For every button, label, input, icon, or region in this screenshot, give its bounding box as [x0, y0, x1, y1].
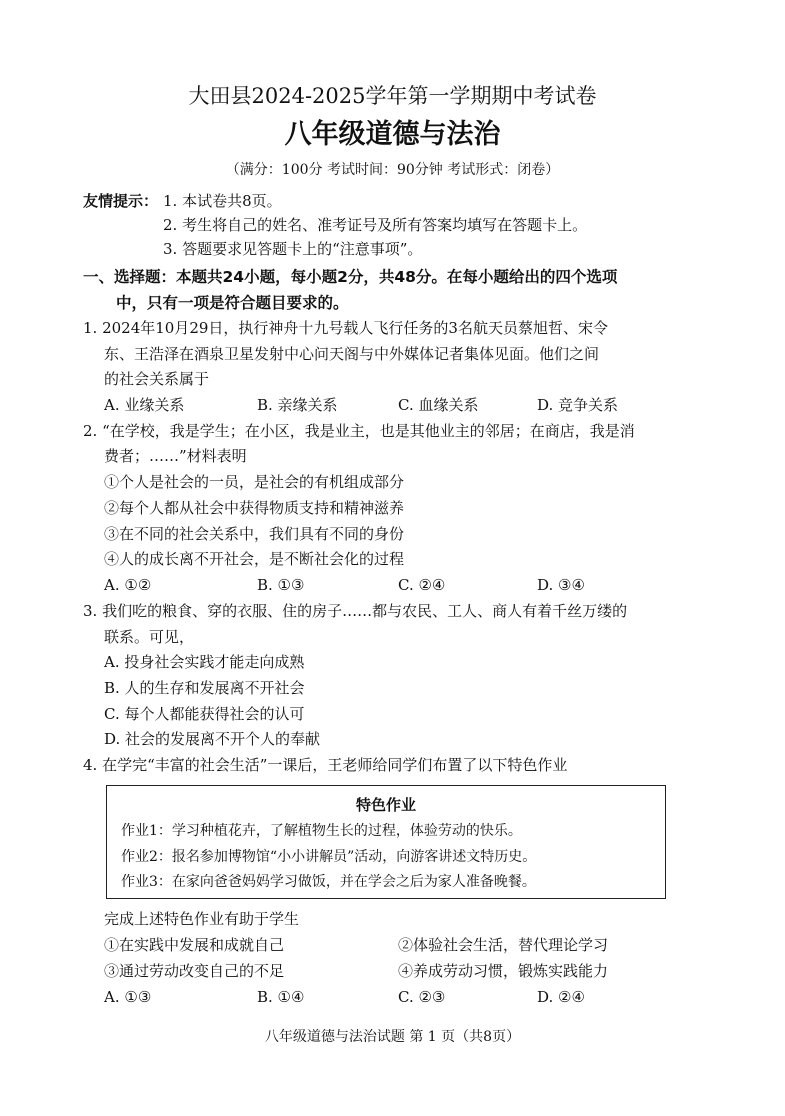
question-1-line: 的社会关系属于	[104, 370, 210, 388]
question-4-line: 4. 在学完“丰富的社会生活”一课后，王老师给同学们布置了以下特色作业	[83, 756, 568, 774]
homework-item: 作业3：在家向爸爸妈妈学习做饭，并在学会之后为家人准备晚餐。	[121, 874, 536, 890]
q2-option-b: B. ①③	[257, 576, 305, 594]
exam-info: （满分：100分 考试时间：90分钟 考试形式：闭卷）	[225, 162, 560, 178]
question-2-line: 费者；……”材料表明	[104, 447, 247, 465]
question-2-line: 2. “在学校，我是学生；在小区，我是业主，也是其他业主的邻居；在商店，我是消	[83, 422, 635, 440]
section-heading: 一、选择题：本题共24小题，每小题2分，共48分。在每小题给出的四个选项	[83, 268, 618, 286]
q1-option-a: A. 业缘关系	[104, 396, 185, 414]
question-1-line: 东、王浩泽在酒泉卫星发射中心问天阁与中外媒体记者集体见面。他们之间	[104, 345, 600, 363]
tip-item: 1. 本试卷共8页。	[163, 192, 282, 210]
question-3-line: 联系。可见，	[104, 628, 195, 646]
q4-statement: ③通过劳动改变自己的不足	[104, 962, 285, 980]
q2-statement: ②每个人都从社会中获得物质支持和精神滋养	[104, 499, 405, 517]
q4-option-b: B. ①④	[257, 988, 305, 1006]
q4-option-a: A. ①③	[104, 988, 152, 1006]
subject-title: 八年级道德与法治	[284, 119, 501, 150]
q3-option-a: A. 投身社会实践才能走向成熟	[104, 653, 305, 671]
q1-option-b: B. 亲缘关系	[257, 396, 338, 414]
homework-item: 作业1：学习种植花卉，了解植物生长的过程，体验劳动的快乐。	[121, 823, 522, 839]
q3-option-d: D. 社会的发展离不开个人的奉献	[104, 730, 321, 748]
tip-item: 2. 考生将自己的姓名、准考证号及所有答案均填写在答题卡上。	[163, 216, 588, 234]
q2-option-a: A. ①②	[104, 576, 152, 594]
tips-label: 友情提示：	[83, 192, 159, 210]
q3-option-b: B. 人的生存和发展离不开社会	[104, 679, 305, 697]
q2-option-c: C. ②④	[398, 576, 446, 594]
homework-item: 作业2：报名参加博物馆“小小讲解员”活动，向游客讲述文特历史。	[121, 849, 537, 865]
section-heading-cont: 中，只有一项是符合题目要求的。	[116, 294, 349, 312]
q4-statement: ①在实践中发展和成就自己	[104, 936, 285, 954]
q2-statement: ③在不同的社会关系中，我们具有不同的身份	[104, 525, 405, 543]
tip-item: 3. 答题要求见答题卡上的“注意事项”。	[163, 240, 423, 258]
q2-statement: ①个人是社会的一员，是社会的有机组成部分	[104, 473, 405, 491]
q4-stem: 完成上述特色作业有助于学生	[104, 910, 300, 928]
homework-box-title: 特色作业	[355, 796, 416, 814]
q1-option-c: C. 血缘关系	[398, 396, 479, 414]
homework-box	[106, 785, 666, 899]
q4-statement: ④养成劳动习惯，锻炼实践能力	[398, 962, 609, 980]
exam-title: 大田县2024-2025学年第一学期期中考试卷	[188, 84, 597, 108]
q4-option-d: D. ②④	[537, 988, 585, 1006]
q4-statement: ②体验社会生活，替代理论学习	[398, 936, 609, 954]
page-footer: 八年级道德与法治试题 第 1 页（共8页）	[264, 1029, 521, 1045]
q3-option-c: C. 每个人都能获得社会的认可	[104, 705, 305, 723]
q2-option-d: D. ③④	[537, 576, 585, 594]
q4-option-c: C. ②③	[398, 988, 446, 1006]
question-3-line: 3. 我们吃的粮食、穿的衣服、住的房子……都与农民、工人、商人有着千丝万缕的	[83, 602, 628, 620]
q1-option-d: D. 竞争关系	[537, 396, 619, 414]
question-1-line: 1. 2024年10月29日，执行神舟十九号载人飞行任务的3名航天员蔡旭哲、宋令	[83, 319, 608, 337]
q2-statement: ④人的成长离不开社会，是不断社会化的过程	[104, 550, 405, 568]
